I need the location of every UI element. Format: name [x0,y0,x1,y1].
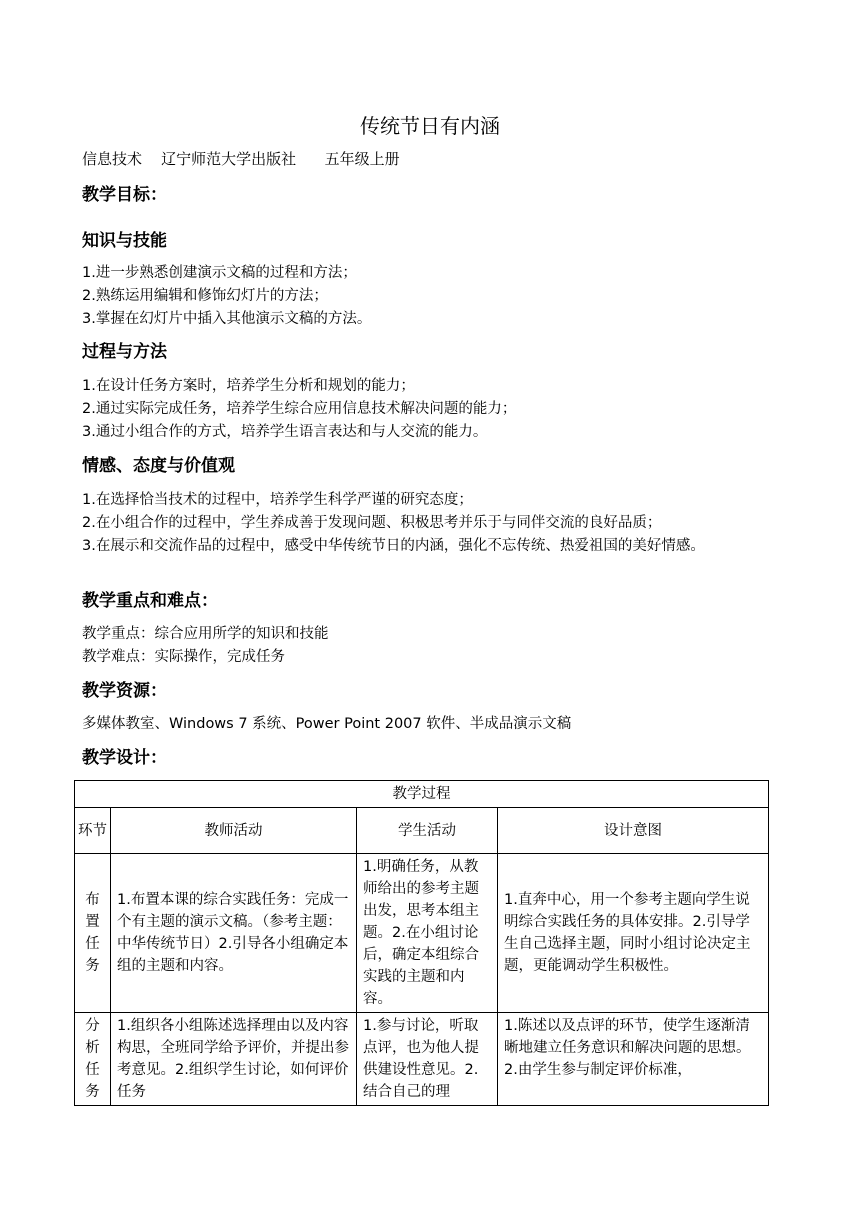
emotion-item: 1.在选择恰当技术的过程中，培养学生科学严谨的研究态度； [82,492,473,508]
knowledge-item: 2.熟练运用编辑和修饰幻灯片的方法； [82,288,328,304]
process-item: 3.通过小组合作的方式，培养学生语言表达和与人交流的能力。 [82,424,488,440]
header-intent: 设计意图 [498,808,769,854]
document-title: 传统节日有内涵 [360,114,500,138]
process-heading: 过程与方法 [82,342,167,362]
teaching-focus: 教学重点：综合应用所学的知识和技能 [82,626,329,642]
teacher-activity-cell: 1.组织各小组陈述选择理由以及内容构思，全班同学给予评价，并提出参考意见。2.组织学生讨论，如何评价任务 [111,1013,357,1106]
objectives-heading: 教学目标： [82,185,167,205]
header-stage: 环节 [75,808,111,854]
stage-cell: 分析任务 [75,1013,111,1106]
table-title: 教学过程 [75,781,769,808]
key-points-heading: 教学重点和难点： [82,591,218,611]
emotion-heading: 情感、态度与价值观 [82,456,235,476]
table-row [75,854,769,1013]
lesson-process-table [74,780,769,1106]
teacher-activity-cell: 1.布置本课的综合实践任务：完成一个有主题的演示文稿。（参考主题：中华传统节日）2.引导各小组确定本组的主题和内容。 [111,854,357,1013]
emotion-item: 3.在展示和交流作品的过程中，感受中华传统节日的内涵，强化不忘传统、热爱祖国的美好情感。 [82,538,705,554]
document-subtitle: 信息技术 辽宁师范大学出版社 五年级上册 [82,150,400,168]
emotion-item: 2.在小组合作的过程中，学生养成善于发现问题、积极思考并乐于与同伴交流的良好品质； [82,515,662,531]
design-heading: 教学设计： [82,748,167,768]
stage-cell: 布置任务 [75,854,111,1013]
resources-text: 多媒体教室、Windows 7 系统、Power Point 2007 软件、半成品演示文稿 [82,716,572,732]
process-item: 2.通过实际完成任务，培养学生综合应用信息技术解决问题的能力； [82,401,517,417]
knowledge-item: 3.掌握在幻灯片中插入其他演示文稿的方法。 [82,311,372,327]
student-activity-cell: 1.参与讨论，听取点评，也为他人提供建设性意见。2.结合自己的理 [357,1013,498,1106]
student-activity-cell: 1.明确任务，从教师给出的参考主题出发，思考本组主题。2.在小组讨论后，确定本组综合实践的主题和内容。 [357,854,498,1013]
process-item: 1.在设计任务方案时，培养学生分析和规划的能力； [82,378,415,394]
table-row [75,1013,769,1106]
table-header-row [75,808,769,854]
design-intent-cell: 1.直奔中心，用一个参考主题向学生说明综合实践任务的具体安排。2.引导学生自己选择主题，同时小组讨论决定主题，更能调动学生积极性。 [498,854,769,1013]
header-teacher: 教师活动 [111,808,357,854]
table-title-row [75,781,769,808]
knowledge-heading: 知识与技能 [82,231,167,251]
teaching-difficulty: 教学难点：实际操作，完成任务 [82,649,285,665]
header-student: 学生活动 [357,808,498,854]
knowledge-item: 1.进一步熟悉创建演示文稿的过程和方法； [82,265,357,281]
resources-heading: 教学资源： [82,681,167,701]
design-intent-cell: 1.陈述以及点评的环节，使学生逐渐清晰地建立任务意识和解决问题的思想。2.由学生参与制定评价标准， [498,1013,769,1106]
